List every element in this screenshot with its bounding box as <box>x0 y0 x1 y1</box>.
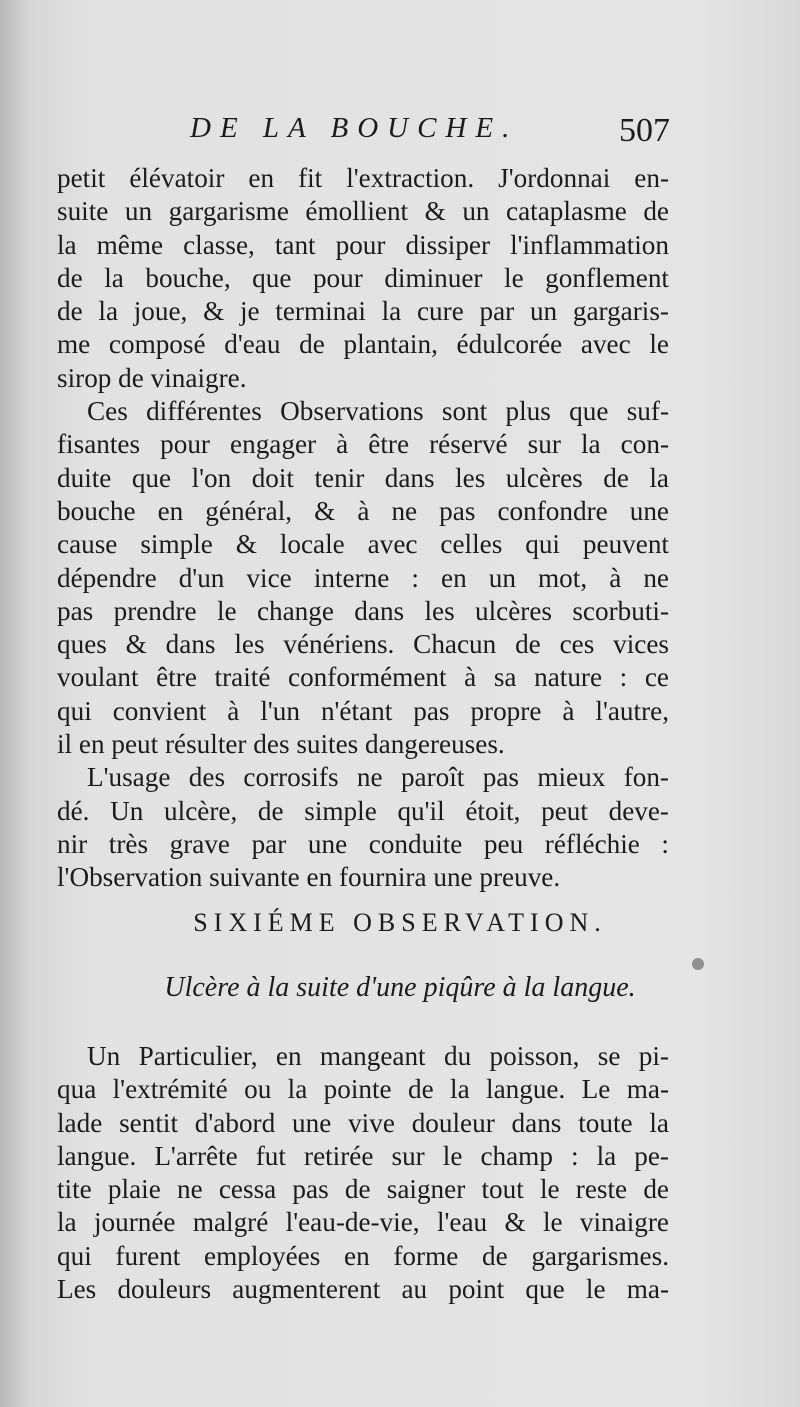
text-line: de la joue, & je terminai la cure par un gargaris- <box>57 296 669 327</box>
text-line: qui convient à l'un n'étant pas propre à l'autre, <box>57 695 669 726</box>
text-line: Un Particulier, en mangeant du poisson, se pi- <box>87 1041 669 1071</box>
running-head: DE LA BOUCHE. <box>190 112 519 144</box>
text-line: dépendre d'un vice interne : en un mot, à ne <box>57 562 669 593</box>
text-line: cause simple & locale avec celles qui peuvent <box>57 529 669 560</box>
text-line: suite un gargarisme émollient & un cataplasme de <box>57 196 669 227</box>
text-line: lade sentit d'abord une vive douleur dans toute la <box>57 1107 669 1138</box>
text-line: fisantes pour engager à être réservé sur la con- <box>57 429 669 460</box>
text-line: qui furent employées en forme de gargarismes. <box>57 1240 669 1271</box>
text-line: ques & dans les vénériens. Chacun de ces vices <box>57 629 669 660</box>
text-line: duite que l'on doit tenir dans les ulcères de la <box>57 462 669 493</box>
text-line: nir très grave par une conduite peu réfléchie : <box>57 828 669 859</box>
text-line: L'usage des corrosifs ne paroît pas mieux fon- <box>87 762 669 793</box>
text-line: l'Observation suivante en fournira une preuve. <box>57 862 561 893</box>
text-line: la même classe, tant pour dissiper l'inflammation <box>57 229 669 260</box>
section-title: SIXIÉME OBSERVATION. <box>193 908 607 937</box>
text-line: pas prendre le change dans les ulcères scorbuti- <box>57 595 669 626</box>
text-line: il en peut résulter des suites dangereuses. <box>57 729 505 760</box>
section-subtitle: Ulcère à la suite d'une piqûre à la langue. <box>164 972 636 1003</box>
text-line: langue. L'arrête fut retirée sur le champ : la pe- <box>57 1140 669 1171</box>
text-line: Les douleurs augmenterent au point que le ma- <box>57 1274 669 1305</box>
text-line: voulant être traité conformément à sa nature : ce <box>57 662 669 693</box>
text-line: Ces différentes Observations sont plus que suf- <box>87 396 669 427</box>
body-text-top <box>57 162 669 895</box>
page-number: 507 <box>619 112 670 149</box>
text-line: sirop de vinaigre. <box>57 362 247 393</box>
text-line: bouche en général, & à ne pas confondre une <box>57 495 669 526</box>
text-line: qua l'extrémité ou la pointe de la langue. Le ma- <box>57 1074 669 1105</box>
page-header <box>190 112 670 158</box>
text-line: me composé d'eau de plantain, édulcorée avec le <box>57 329 669 360</box>
text-line: tite plaie ne cessa pas de saigner tout le reste de <box>57 1174 669 1205</box>
text-line: dé. Un ulcère, de simple qu'il étoit, peut deve- <box>57 795 669 826</box>
text-line: la journée malgré l'eau-de-vie, l'eau & le vinaigre <box>57 1207 669 1238</box>
text-line: petit élévatoir en fit l'extraction. J'ordonnai en- <box>57 163 669 193</box>
ink-spot <box>692 958 704 970</box>
body-text-bottom <box>57 1040 669 1306</box>
text-line: de la bouche, que pour diminuer le gonflement <box>57 262 669 293</box>
